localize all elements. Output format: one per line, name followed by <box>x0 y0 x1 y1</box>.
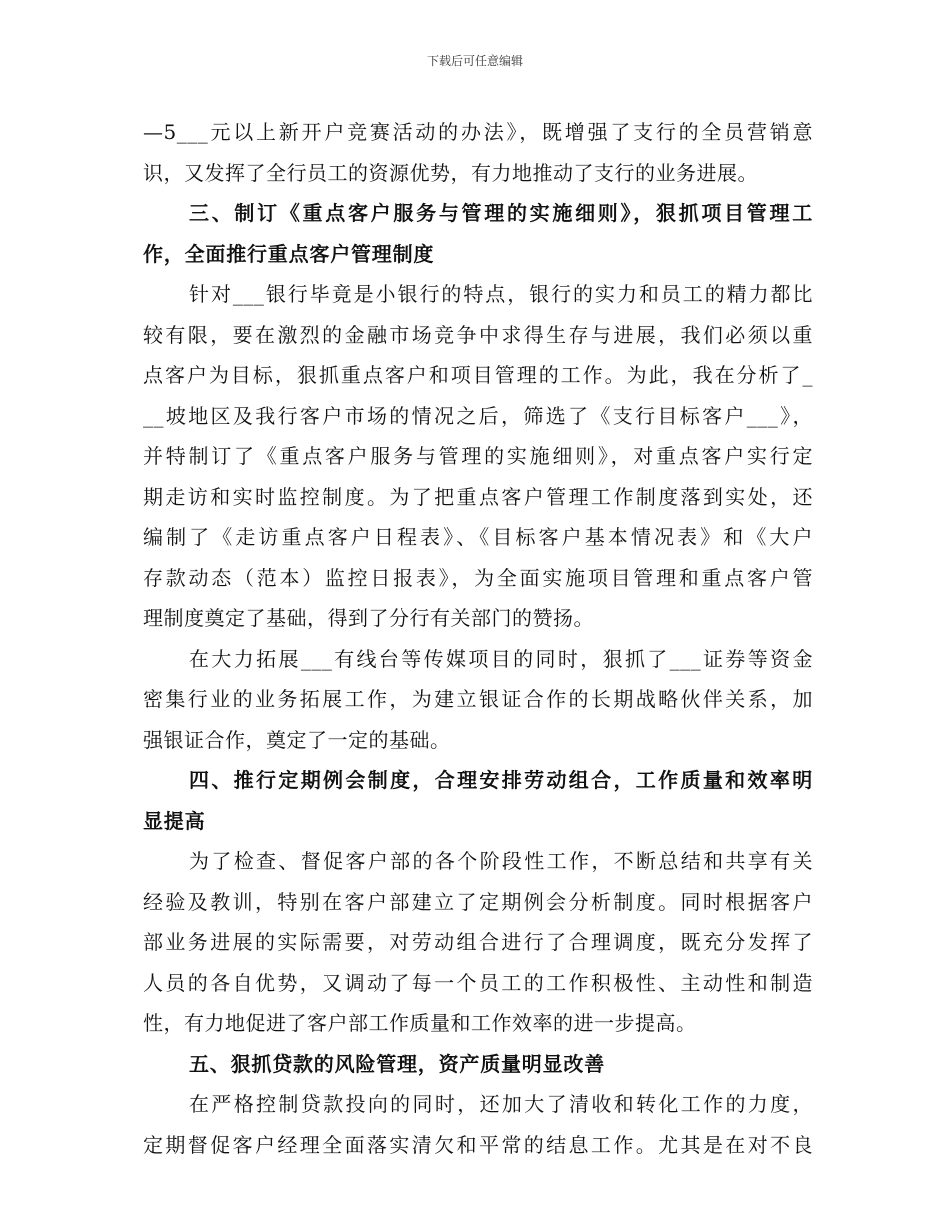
section-heading-line: 四、推行定期例会制度，合理安排劳动组合，工作质量和效率明 <box>189 768 813 792</box>
paragraph-line: 强银证合作，奠定了一定的基础。 <box>143 727 451 752</box>
paragraph-line: 经验及教训，特别在客户部建立了定期例会分析制度。同时根据客户 <box>143 889 813 914</box>
paragraph-line: 人员的各自优势，又调动了每一个员工的工作积极性、主动性和制造 <box>143 970 813 995</box>
paragraph-line: 定期督促客户经理全面落实清欠和平常的结息工作。尤其是在对不良 <box>143 1132 813 1157</box>
paragraph-line: 点客户为目标，狠抓重点客户和项目管理的工作。为此，我在分析了_ <box>143 363 813 387</box>
paragraph-line: —5___元以上新开户竞赛活动的办法》，既增强了支行的全员营销意 <box>143 120 813 144</box>
paragraph-line: 在大力拓展___有线台等传媒项目的同时，狠抓了___证券等资金 <box>189 646 813 671</box>
paragraph-line: 理制度奠定了基础，得到了分行有关部门的赞扬。 <box>143 606 594 630</box>
paragraph-line: 并特制订了《重点客户服务与管理的实施细则》，对重点客户实行定 <box>143 444 813 468</box>
document-body <box>143 112 813 1165</box>
paragraph-line: 针对___银行毕竟是小银行的特点，银行的实力和员工的精力都比 <box>189 282 813 306</box>
paragraph-line: 期走访和实时监控制度。为了把重点客户管理工作制度落到实处，还 <box>143 484 813 509</box>
section-heading-line: 五、狠抓贷款的风险管理，资产质量明显改善 <box>189 1051 605 1076</box>
section-heading-line: 作，全面推行重点客户管理制度 <box>143 241 435 266</box>
paragraph-line: 密集行业的业务拓展工作，为建立银证合作的长期战略伙伴关系，加 <box>143 687 813 711</box>
paragraph-line: 识，又发挥了全行员工的资源优势，有力地推动了支行的业务进展。 <box>143 160 758 185</box>
paragraph-line: __坡地区及我行客户市场的情况之后，筛选了《支行目标客户___》， <box>143 403 813 428</box>
section-heading-line: 三、制订《重点客户服务与管理的实施细则》，狠抓项目管理工 <box>189 201 813 225</box>
paragraph-line: 部业务进展的实际需要，对劳动组合进行了合理调度，既充分发挥了 <box>143 930 813 954</box>
paragraph-line: 存款动态（范本）监控日报表》，为全面实施项目管理和重点客户管 <box>143 565 813 590</box>
paragraph-line: 编制了《走访重点客户日程表》、《目标客户基本情况表》和《大户 <box>143 525 813 549</box>
paragraph-line: 较有限，要在激烈的金融市场竞争中求得生存与进展，我们必须以重 <box>143 322 813 347</box>
page-header: 下载后可任意编辑 <box>426 54 523 68</box>
section-heading-line: 显提高 <box>143 808 206 833</box>
paragraph-line: 在严格控制贷款投向的同时，还加大了清收和转化工作的力度， <box>189 1092 813 1116</box>
paragraph-line: 为了检查、督促客户部的各个阶段性工作，不断总结和共享有关 <box>189 849 813 873</box>
paragraph-line: 性，有力地促进了客户部工作质量和工作效率的进一步提高。 <box>143 1011 697 1035</box>
